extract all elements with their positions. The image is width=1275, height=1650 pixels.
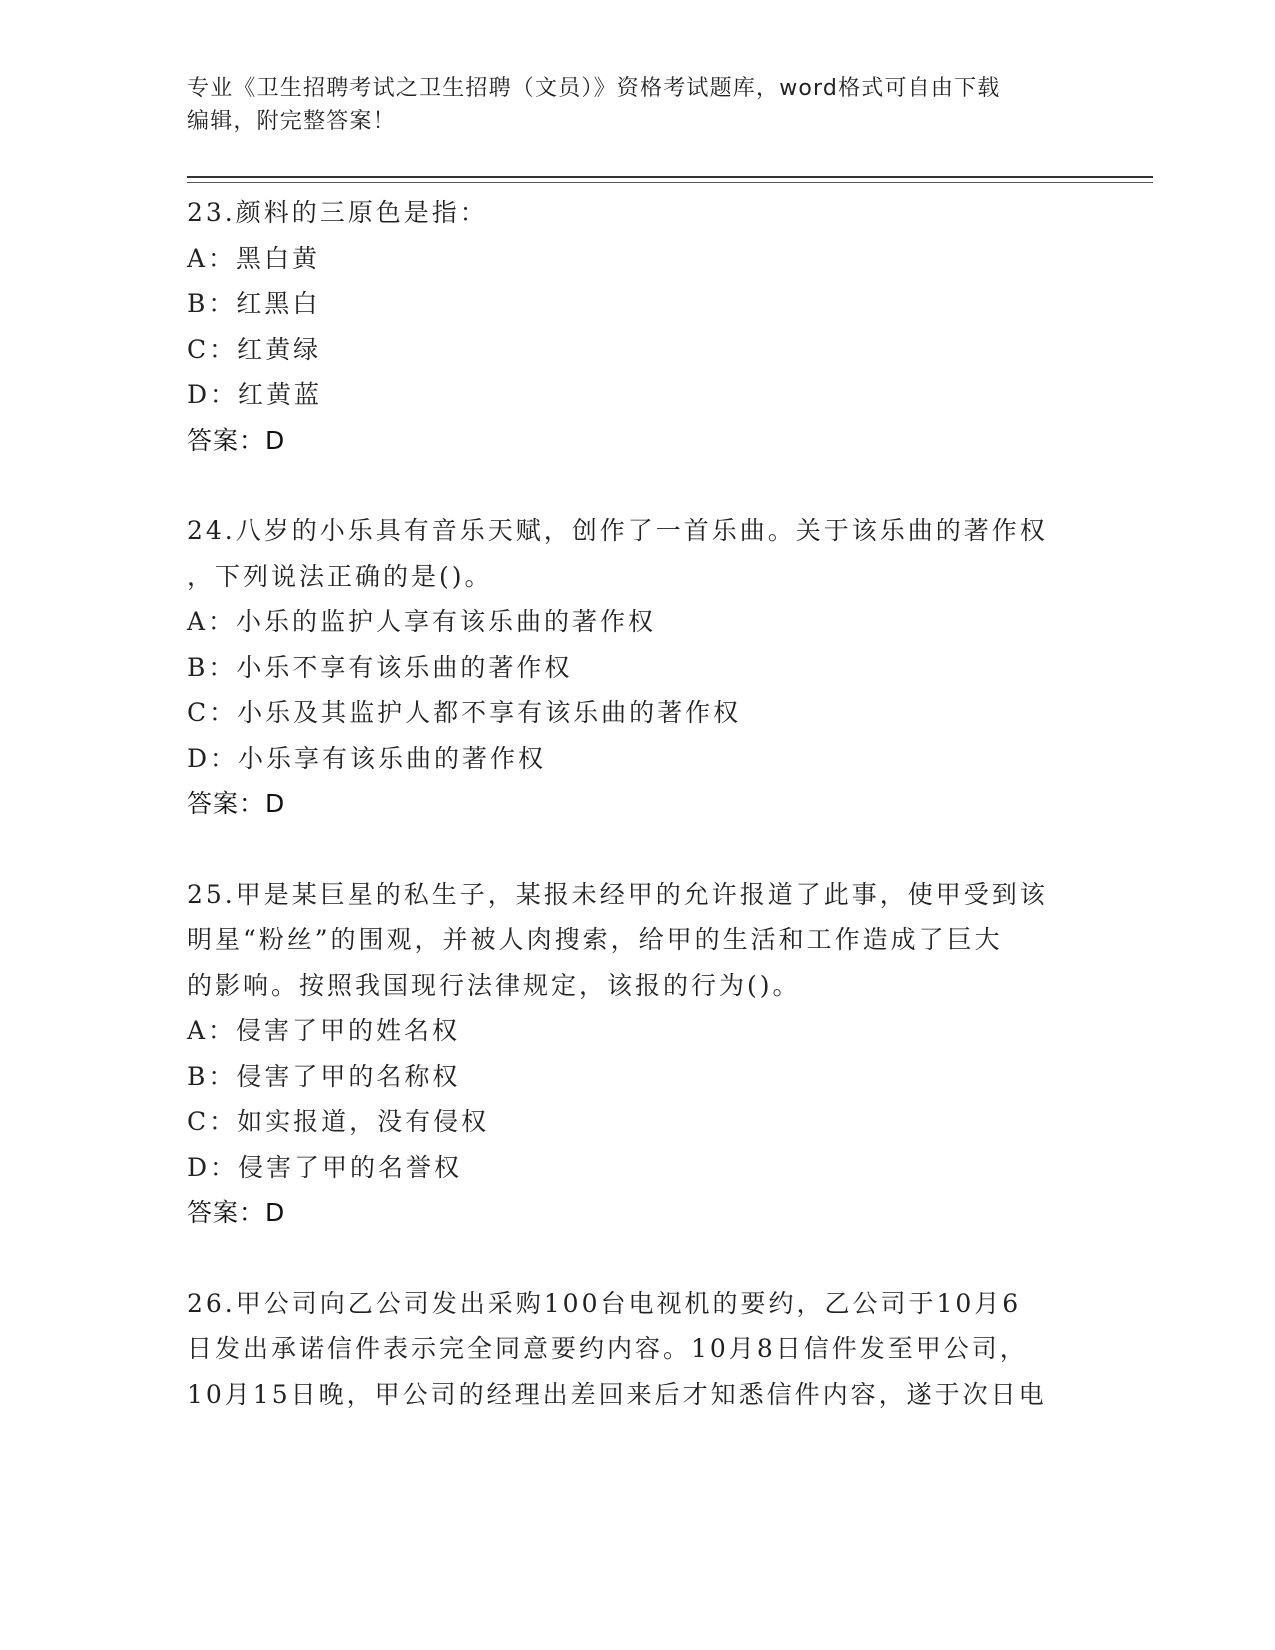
option-b: B：侵害了甲的名称权 [187, 1061, 461, 1091]
option-b: B：红黑白 [187, 289, 321, 318]
header-divider-thin [187, 182, 1153, 183]
answer-text: 答案：D [187, 1198, 286, 1227]
spacer [187, 463, 1087, 508]
answer-text: 答案：D [187, 789, 286, 818]
question-text: 26.甲公司向乙公司发出采购100台电视机的要约，乙公司于10月6 [187, 1288, 1022, 1318]
question-26 [187, 1281, 1087, 1418]
question-23 [187, 190, 1087, 463]
question-text: 10月15日晚，甲公司的经理出差回来后才知悉信件内容，遂于次日电 [187, 1379, 1047, 1409]
option-d: D：侵害了甲的名誉权 [187, 1152, 463, 1182]
header-divider-thick [187, 176, 1153, 178]
spacer [187, 1236, 1087, 1281]
option-c: C：红黄绿 [187, 334, 322, 364]
question-text: 日发出承诺信件表示完全同意要约内容。10月8日信件发至甲公司， [187, 1334, 1028, 1363]
question-list [187, 190, 1087, 1417]
header-line-2: 编辑，附完整答案！ [187, 109, 396, 134]
question-text: 25.甲是某巨星的私生子，某报未经甲的允许报道了此事，使甲受到该 [187, 879, 1048, 909]
option-c: C：如实报道，没有侵权 [187, 1107, 490, 1136]
question-text: 24.八岁的小乐具有音乐天赋，创作了一首乐曲。关于该乐曲的著作权 [187, 516, 1048, 545]
option-a: A：黑白黄 [187, 243, 321, 273]
answer-text: 答案：D [187, 425, 286, 455]
question-text: ，下列说法正确的是()。 [187, 561, 493, 591]
document-header [187, 72, 1087, 138]
question-25 [187, 872, 1087, 1236]
option-d: D：小乐享有该乐曲的著作权 [187, 743, 547, 773]
option-d: D：红黄蓝 [187, 380, 323, 409]
question-text: 23.颜料的三原色是指： [187, 198, 488, 227]
option-c: C：小乐及其监护人都不享有该乐曲的著作权 [187, 698, 742, 727]
header-line-1: 专业《卫生招聘考试之卫生招聘（文员）》资格考试题库，word格式可自由下载 [187, 76, 1001, 101]
option-b: B：小乐不享有该乐曲的著作权 [187, 652, 573, 682]
question-text: 明星“粉丝”的围观，并被人肉搜索，给甲的生活和工作造成了巨大 [187, 925, 1003, 954]
question-text: 的影响。按照我国现行法律规定，该报的行为()。 [187, 970, 801, 1000]
option-a: A：小乐的监护人享有该乐曲的著作权 [187, 607, 657, 636]
spacer [187, 827, 1087, 872]
question-24 [187, 508, 1087, 827]
option-a: A：侵害了甲的姓名权 [187, 1016, 461, 1045]
